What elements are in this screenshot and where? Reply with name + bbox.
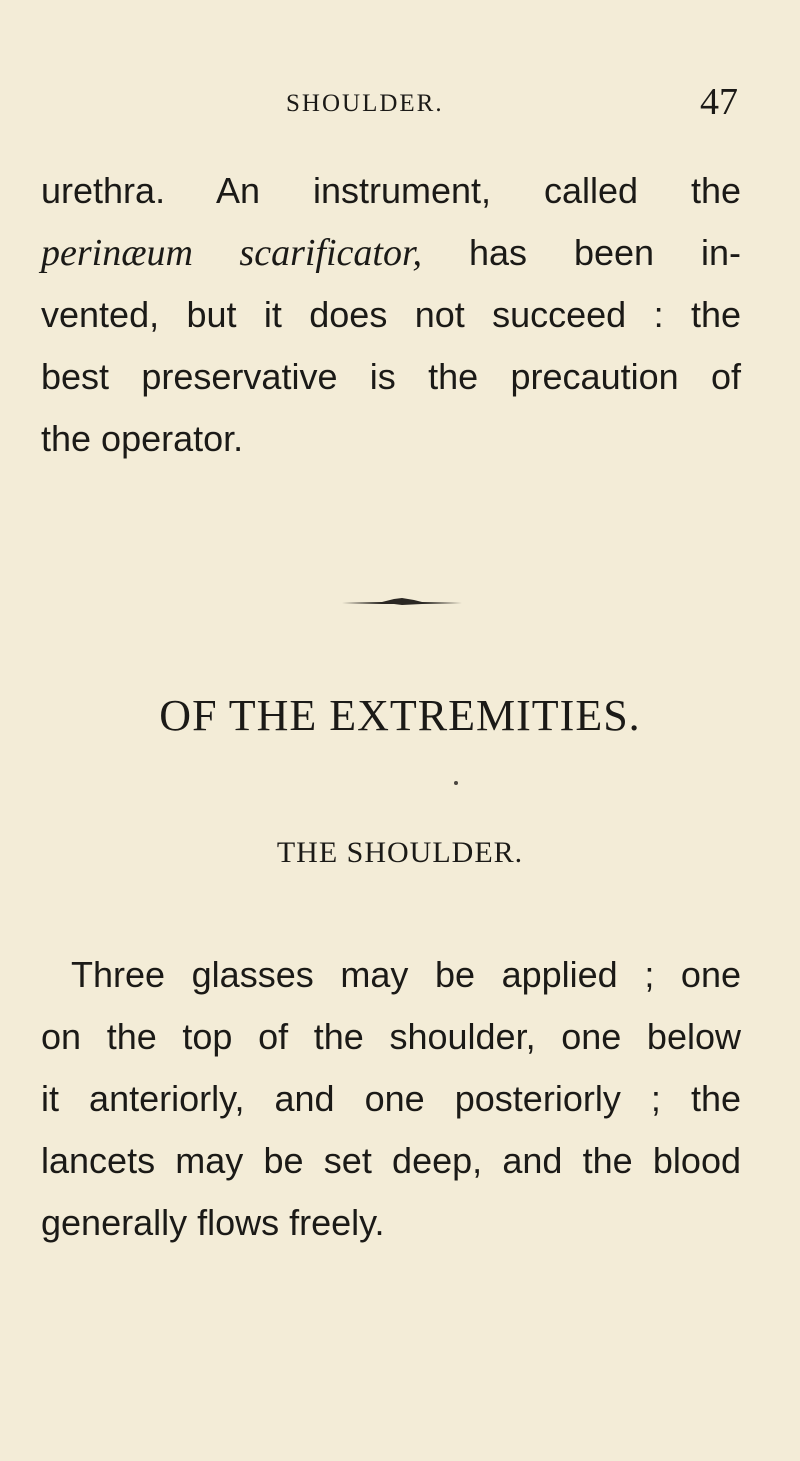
speck-mark	[454, 781, 458, 785]
paragraph-2	[41, 944, 741, 1254]
text-fragment: has been in-	[422, 232, 741, 273]
text-line: the operator.	[41, 418, 244, 459]
running-head-title: SHOULDER.	[286, 90, 444, 117]
text-line: vented, but it does not succeed : the	[41, 294, 741, 335]
text-line: urethra. An instrument, called the	[41, 170, 741, 211]
text-line	[41, 222, 741, 284]
text-line: on the top of the shoulder, one below	[41, 1016, 741, 1057]
paragraph-1	[41, 160, 741, 470]
section-divider-ornament	[342, 596, 462, 608]
italic-term: perinæum scarificator,	[41, 232, 423, 274]
section-title: OF THE EXTREMITIES.	[159, 691, 641, 740]
text-line: Three glasses may be applied ; one	[71, 954, 741, 995]
section-subtitle: THE SHOULDER.	[276, 836, 524, 869]
text-line: lancets may be set deep, and the blood	[41, 1140, 741, 1181]
text-line: best preservative is the precaution of	[41, 356, 741, 397]
page-number: 47	[700, 81, 738, 123]
text-line: generally flows freely.	[41, 1202, 385, 1243]
running-head	[0, 81, 800, 124]
text-line: it anteriorly, and one posteriorly ; the	[41, 1078, 741, 1119]
